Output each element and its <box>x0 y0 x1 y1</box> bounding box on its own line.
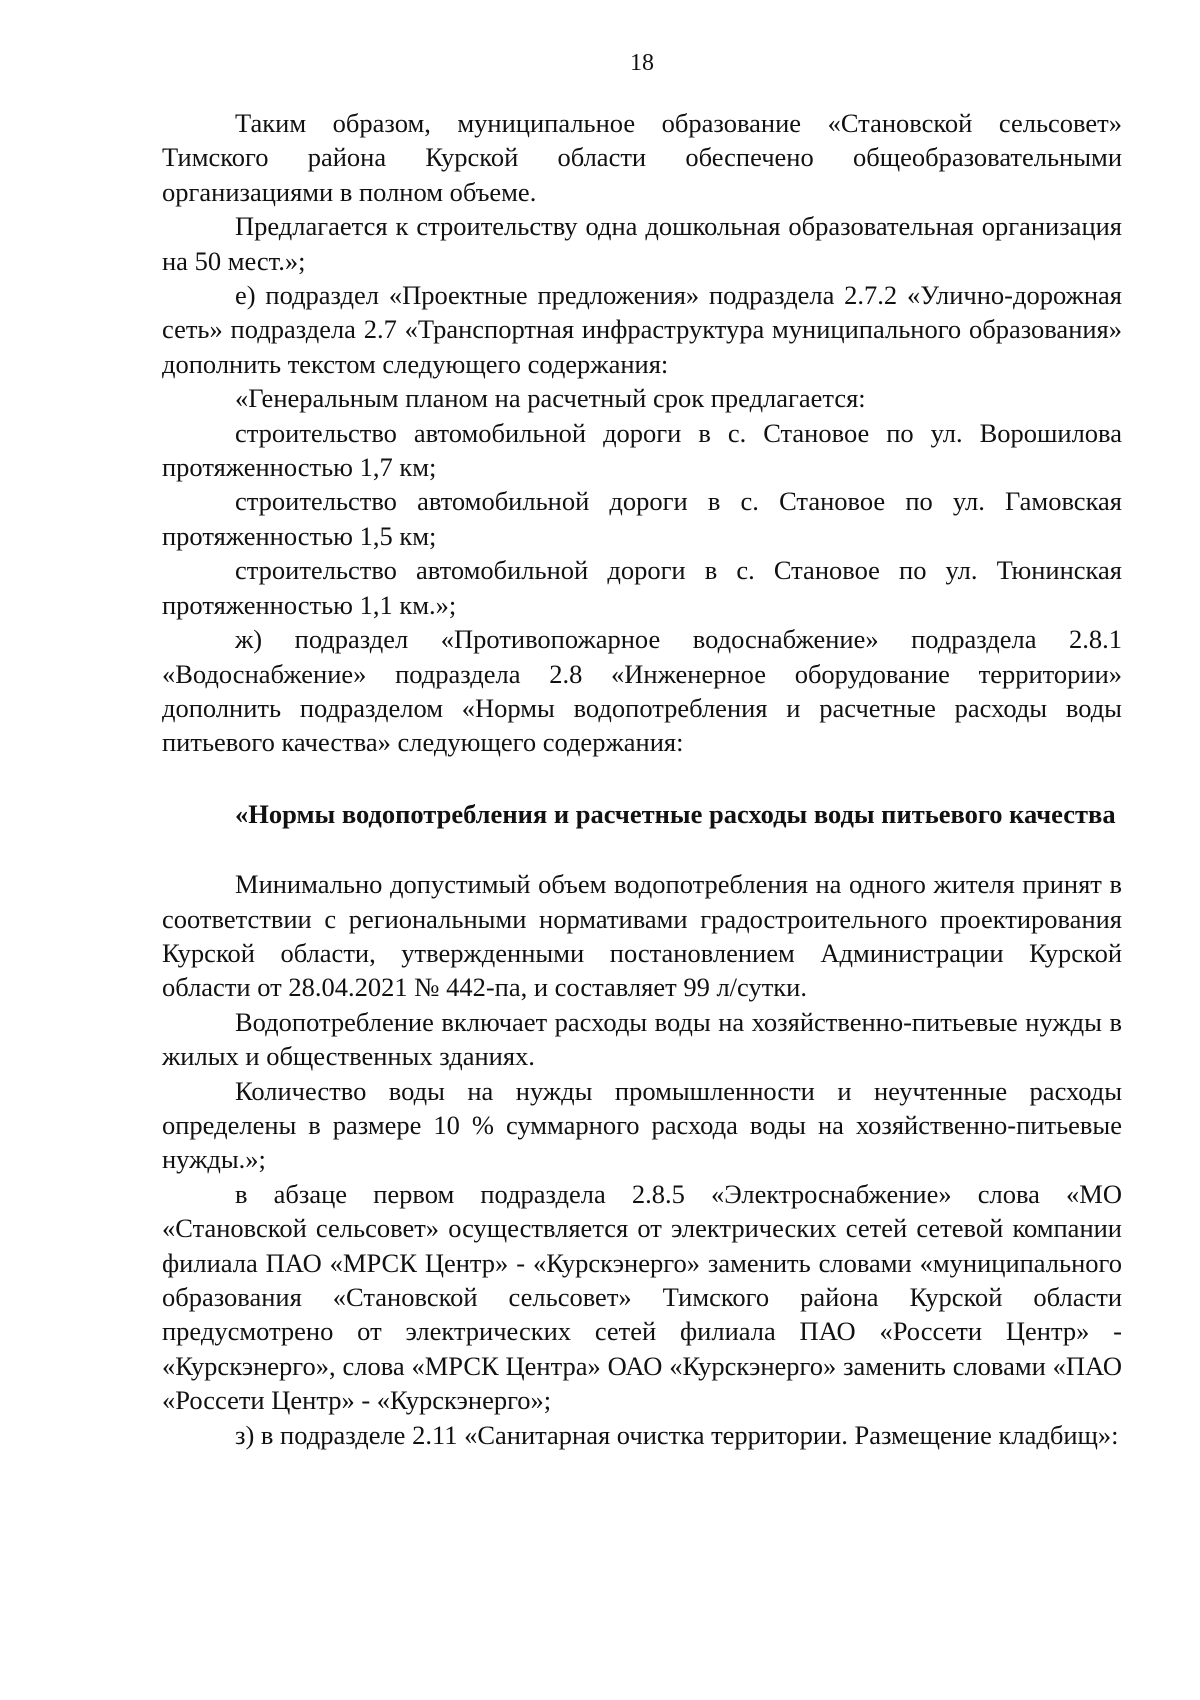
paragraph-water-consumption-scope: Водопотребление включает расходы воды на хозяйственно-питьевые нужды в жилых и общественных зданиях. <box>162 1006 1122 1072</box>
paragraph-amendment-e: е) подраздел «Проектные предложения» подраздела 2.7.2 «Улично-дорожная сеть» подраздела 2.7 «Транспортная инфраструктура муниципального образования» дополнить текстом следующего содержания: <box>162 280 1122 379</box>
paragraph-road-tyuninskaya: строительство автомобильной дороги в с. Становое по ул. Тюнинская протяженностью 1,1 км.»; <box>162 555 1122 620</box>
paragraph-kindergarten-proposal: Предлагается к строительству одна дошкольная образовательная организация на 50 мест.»; <box>162 211 1122 276</box>
paragraph-amendment-z: з) в подразделе 2.11 «Санитарная очистка территории. Размещение кладбищ»: <box>235 1419 1119 1450</box>
section-heading <box>162 797 1122 831</box>
section-heading-quote: « <box>235 798 249 829</box>
paragraph-electricity-amendment: в абзаце первом подраздела 2.8.5 «Электроснабжение» слова «МО «Становской сельсовет» осуществляется от электрических сетей сетевой компании филиала ПАО «МРСК Центр» - «Курскэнерго» заменить словами «муниципального образования «Становской сельсовет» Тимского района Курской области предусмотрено от электрических сетей филиала ПАО «Россети Центр» - «Курскэнерго», слова «МРСК Центра» ОАО «Курскэнерго» заменить словами «ПАО «Россети Центр» - «Курскэнерго»; <box>162 1178 1122 1416</box>
section-heading-text: Нормы водопотребления и расчетные расходы воды питьевого качества <box>248 798 1116 829</box>
paragraph-min-water-consumption: Минимально допустимый объем водопотребления на одного жителя принят в соответствии с региональными нормативами градостроительного проектирования Курской области, утвержденными постановлением Администрации Курской области от 28.04.2021 № 442-па, и составляет 99 л/сутки. <box>162 869 1122 1003</box>
paragraph-general-plan-intro: «Генеральным планом на расчетный срок предлагается: <box>235 383 866 414</box>
paragraph-road-gamovskaya: строительство автомобильной дороги в с. Становое по ул. Гамовская протяженностью 1,5 км; <box>162 486 1122 551</box>
paragraph-industry-water: Количество воды на нужды промышленности и неучтенные расходы определены в размере 10 % суммарного расхода воды на хозяйственно-питьевые нужды.»; <box>162 1075 1122 1175</box>
document-body <box>162 106 1122 1452</box>
paragraph-amendment-zh: ж) подраздел «Противопожарное водоснабжение» подраздела 2.8.1 «Водоснабжение» подраздела 2.8 «Инженерное оборудование территории» дополнить подразделом «Нормы водопотребления и расчетные расходы воды питьевого качества» следующего содержания: <box>162 624 1122 758</box>
paragraph-schools-summary: Таким образом, муниципальное образование «Становской сельсовет» Тимского района Курской области обеспечено общеобразовательными организациями в полном объеме. <box>162 108 1122 207</box>
paragraph-road-voroshilova: строительство автомобильной дороги в с. Становое по ул. Ворошилова протяженностью 1,7 км; <box>162 417 1122 483</box>
page-number: 18 <box>630 50 654 76</box>
